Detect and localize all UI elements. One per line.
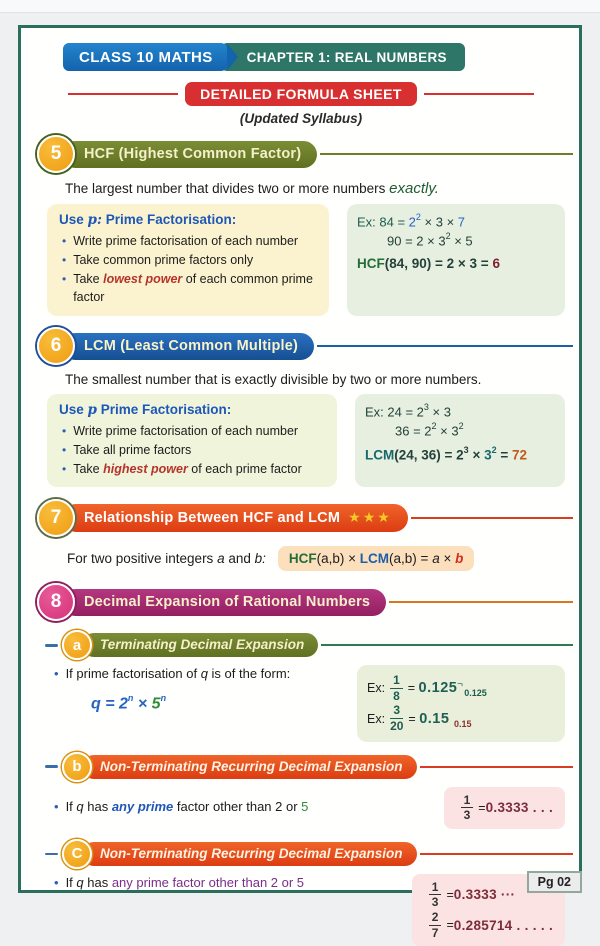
numerator: 1 bbox=[390, 674, 403, 689]
var-q: q bbox=[76, 799, 84, 815]
fraction-3-20 bbox=[390, 704, 403, 732]
decimal-value: 0.15 bbox=[419, 710, 450, 727]
section-7-lead bbox=[67, 546, 565, 571]
hcf-lcm-formula-box bbox=[278, 546, 474, 571]
hcf-method-heading bbox=[59, 212, 317, 228]
section-7-rule bbox=[411, 517, 573, 519]
bullet-text bbox=[66, 798, 309, 817]
section-8-title: Decimal Expansion of Rational Numbers bbox=[62, 589, 386, 616]
var-b: b: bbox=[254, 551, 266, 567]
decimal-value: 0.3333 . . . bbox=[485, 800, 553, 816]
section-5-rule bbox=[320, 153, 573, 155]
math-result: 6 bbox=[492, 255, 500, 271]
q-form-formula bbox=[91, 694, 347, 713]
bullet-dot-icon: • bbox=[54, 799, 59, 815]
decimal-subnote: 0.125 bbox=[464, 688, 487, 699]
subsection-b-text-col bbox=[51, 798, 434, 817]
math-part: × 3 × bbox=[420, 214, 458, 230]
equals-sign: = bbox=[407, 681, 416, 696]
chapter-badge-label: CHAPTER 1: REAL NUMBERS bbox=[246, 49, 447, 65]
class-badge-label: CLASS 10 MATHS bbox=[79, 48, 213, 66]
subsection-a-letter-badge: a bbox=[62, 630, 92, 660]
equals-sign: = bbox=[408, 711, 416, 726]
math-part: 5 bbox=[151, 695, 161, 713]
exponent: 2 bbox=[491, 444, 497, 455]
section-7-title bbox=[62, 504, 408, 532]
equals-sign: = bbox=[446, 887, 454, 902]
math-part: 3 bbox=[484, 447, 492, 463]
terminating-example-2 bbox=[367, 704, 555, 732]
bullet-part: If bbox=[65, 874, 77, 890]
math-part: LCM bbox=[365, 447, 395, 463]
subsection-b-content bbox=[51, 787, 565, 829]
exponent: 3 bbox=[463, 444, 469, 455]
math-part: × 5 bbox=[450, 233, 473, 249]
ex-label: Ex: bbox=[367, 711, 386, 726]
section-6-columns bbox=[47, 394, 565, 487]
division-hook-icon: ⌐ bbox=[457, 678, 464, 690]
subsection-c-text-col bbox=[51, 874, 402, 946]
lead-part: For two positive integers bbox=[67, 551, 218, 567]
section-6-number-badge: 6 bbox=[37, 327, 75, 365]
subsection-c-letter-badge: C bbox=[62, 839, 92, 869]
subtitle: (Updated Syllabus) bbox=[239, 111, 363, 126]
hcf-bullet-1 bbox=[59, 232, 317, 251]
subsection-b-dash bbox=[45, 765, 58, 768]
lcm-bullet-1 bbox=[59, 422, 325, 441]
desc-emphasis: exactly. bbox=[389, 180, 439, 197]
subsection-b-rule bbox=[420, 766, 573, 768]
bullet-dot-icon: • bbox=[62, 424, 67, 438]
lcm-example-box bbox=[355, 394, 565, 487]
math-part: (84, 90) = 2 × 3 = bbox=[384, 255, 493, 271]
section-6-rule bbox=[317, 345, 573, 347]
bullet-dot-icon: • bbox=[62, 234, 67, 248]
math-part: 36 = 2 bbox=[395, 423, 432, 439]
fraction-1-3 bbox=[461, 794, 474, 822]
subsection-c-rule bbox=[420, 853, 573, 855]
subsection-a-header bbox=[45, 630, 573, 660]
star-rating-icon: ★★★ bbox=[348, 509, 392, 526]
exponent: 2 bbox=[415, 212, 421, 222]
section-6-description: The smallest number that is exactly divisible by two or more numbers. bbox=[65, 372, 482, 387]
section-6-title: LCM (Least Common Multiple) bbox=[62, 333, 314, 360]
math-part: 7 bbox=[457, 214, 466, 230]
lcm-bullet-3 bbox=[59, 460, 325, 479]
bullet-emphasis: any prime factor other than 2 or 5 bbox=[111, 874, 305, 890]
bullet-dot-icon: • bbox=[62, 461, 67, 476]
denominator: 3 bbox=[463, 808, 471, 823]
subsection-b-letter-badge: b bbox=[62, 752, 92, 782]
desc-text: The largest number that divides two or more numbers bbox=[65, 181, 390, 196]
fraction-2-7 bbox=[429, 911, 442, 939]
bullet-part: 5 bbox=[301, 799, 309, 815]
decimal-value: 0.125 bbox=[418, 680, 458, 697]
bullet-part: If bbox=[65, 799, 77, 815]
math-result: 72 bbox=[512, 447, 528, 463]
exponent: n bbox=[160, 693, 167, 704]
section-5-header bbox=[37, 135, 573, 173]
math-part: = 2 bbox=[100, 695, 128, 713]
denominator: 20 bbox=[390, 719, 404, 734]
hcf-example-result bbox=[357, 256, 555, 271]
subsection-a-content bbox=[51, 665, 565, 741]
section-5-number-badge: 5 bbox=[37, 135, 75, 173]
terminating-example-box bbox=[357, 665, 565, 741]
bullet-part: If prime factorisation of bbox=[65, 666, 201, 682]
bullet-part: Take bbox=[73, 271, 104, 286]
sheet-title: DETAILED FORMULA SHEET bbox=[185, 82, 417, 106]
math-part: (a,b) = bbox=[389, 551, 433, 567]
hcf-example-line-1 bbox=[357, 213, 555, 229]
bullet-part: has bbox=[83, 874, 112, 890]
math-part: b bbox=[455, 551, 464, 567]
class-badge bbox=[63, 43, 227, 71]
recurring-example-1-3 bbox=[456, 794, 553, 822]
denominator: 3 bbox=[431, 895, 439, 910]
bullet-text: Write prime factorisation of each number bbox=[73, 424, 299, 438]
header bbox=[63, 43, 565, 71]
section-7-number-badge: 7 bbox=[37, 499, 75, 537]
bullet-part: of each common prime factor bbox=[73, 271, 313, 305]
terminating-example-1 bbox=[367, 674, 555, 702]
math-part: × bbox=[468, 447, 485, 463]
page-number-badge: Pg 02 bbox=[527, 871, 582, 893]
hcf-method-box bbox=[47, 204, 329, 316]
bullet-text bbox=[66, 874, 304, 893]
heading-part: Use bbox=[59, 212, 88, 227]
bullet-dot-icon: • bbox=[54, 666, 59, 682]
bullet-emphasis: lowest power bbox=[103, 271, 183, 286]
math-part: × bbox=[133, 695, 152, 713]
section-5-columns bbox=[47, 204, 565, 316]
numerator: 1 bbox=[461, 794, 474, 809]
math-part: 90 = 2 × 3 bbox=[387, 233, 446, 249]
exponent: 3 bbox=[423, 402, 429, 412]
bullet-text bbox=[73, 270, 317, 308]
lcm-method-box bbox=[47, 394, 337, 487]
subsection-a-text-col bbox=[51, 665, 347, 741]
section-7-header bbox=[37, 499, 573, 537]
numerator: 3 bbox=[390, 704, 403, 719]
denominator: 7 bbox=[431, 925, 439, 940]
fraction-1-8 bbox=[390, 674, 403, 702]
denominator: 8 bbox=[393, 688, 400, 703]
bullet-text: Take common prime factors only bbox=[73, 252, 254, 267]
non-terminating-bullet-b bbox=[51, 798, 434, 817]
decimal-value: 0.3333 ··· bbox=[453, 887, 516, 903]
math-part: = bbox=[496, 447, 512, 463]
math-part: HCF bbox=[357, 255, 385, 271]
lcm-example-line-2 bbox=[395, 422, 555, 438]
subsection-c-content bbox=[51, 874, 565, 946]
math-part: LCM bbox=[359, 551, 390, 567]
chapter-badge bbox=[221, 43, 465, 71]
bullet-dot-icon: • bbox=[62, 442, 67, 457]
subsection-c-dash bbox=[45, 853, 58, 856]
math-part: × 3 bbox=[428, 404, 451, 420]
bullet-text bbox=[66, 665, 291, 684]
lead-text bbox=[67, 551, 266, 566]
math-part: (a,b) × bbox=[316, 551, 360, 567]
hcf-example-line-2 bbox=[387, 232, 555, 248]
hcf-bullet-3 bbox=[59, 270, 317, 308]
math-part: × bbox=[439, 551, 456, 567]
bullet-part: Take bbox=[73, 461, 104, 476]
math-part: HCF bbox=[288, 551, 317, 567]
math-part: 2 bbox=[408, 214, 416, 230]
bullet-emphasis: any prime bbox=[111, 799, 174, 815]
bullet-part: of each prime factor bbox=[187, 461, 302, 476]
heading-p: p bbox=[87, 402, 97, 418]
hcf-bullet-2 bbox=[59, 251, 317, 270]
lead-part: and bbox=[224, 551, 255, 567]
heading-part: Prime Factorisation: bbox=[101, 212, 237, 227]
numerator: 1 bbox=[429, 881, 442, 896]
exponent: n bbox=[127, 693, 134, 704]
bullet-dot-icon: • bbox=[62, 252, 67, 267]
math-part: × 3 bbox=[436, 423, 459, 439]
heading-part: Prime Factorisation: bbox=[96, 402, 232, 417]
recurring-example-box-b bbox=[444, 787, 565, 829]
bullet-text: Write prime factorisation of each number bbox=[73, 234, 299, 248]
bullet-dot-icon: • bbox=[62, 271, 67, 286]
section-8-number-badge: 8 bbox=[37, 583, 75, 621]
subsection-b-header bbox=[45, 752, 573, 782]
bullet-emphasis: highest power bbox=[103, 461, 188, 476]
subsection-a-title: Terminating Decimal Expansion bbox=[82, 633, 318, 657]
bullet-text: Take all prime factors bbox=[73, 442, 192, 457]
recurring-example-2-7 bbox=[424, 911, 553, 939]
subsection-c-header bbox=[45, 839, 573, 869]
hcf-example-box bbox=[347, 204, 565, 316]
exponent: 2 bbox=[458, 421, 464, 432]
math-part: q bbox=[91, 695, 101, 713]
subsection-b-title: Non-Terminating Recurring Decimal Expansion bbox=[82, 755, 417, 779]
lcm-example-result bbox=[365, 446, 555, 463]
lcm-bullet-2 bbox=[59, 441, 325, 460]
bullet-text bbox=[73, 460, 302, 479]
equals-sign: = bbox=[478, 800, 486, 815]
var-a: a bbox=[217, 551, 225, 567]
title-rule-right bbox=[424, 93, 534, 95]
non-terminating-bullet-c bbox=[51, 874, 402, 893]
numerator: 2 bbox=[429, 911, 442, 926]
decimal-subnote: 0.15 bbox=[453, 718, 472, 729]
math-part: a bbox=[432, 551, 440, 567]
sheet-title-row bbox=[37, 82, 565, 106]
exponent: 2 bbox=[431, 421, 437, 432]
fraction-1-3 bbox=[429, 881, 442, 909]
bullet-part: factor other than 2 or bbox=[173, 799, 302, 815]
var-q: q bbox=[200, 666, 208, 682]
equals-sign: = bbox=[446, 918, 454, 933]
section-8-rule bbox=[389, 601, 573, 603]
var-q: q bbox=[76, 874, 84, 890]
subsection-a-dash bbox=[45, 644, 58, 647]
lcm-example-line-1 bbox=[365, 403, 555, 419]
ex-label: Ex: bbox=[367, 681, 386, 696]
section-5-title: HCF (Highest Common Factor) bbox=[62, 141, 317, 168]
section-8-header bbox=[37, 583, 573, 621]
bullet-part: has bbox=[83, 799, 112, 815]
terminating-bullet bbox=[51, 665, 347, 684]
math-part: (24, 36) = 2 bbox=[394, 447, 464, 463]
decimal-value: 0.285714 . . . . . bbox=[453, 917, 553, 933]
section-5-description bbox=[65, 180, 565, 197]
section-7-title-text: Relationship Between HCF and LCM bbox=[84, 510, 341, 527]
math-part: Ex: 24 = 2 bbox=[365, 404, 424, 420]
math-part: Ex: 84 = bbox=[357, 214, 409, 230]
top-strip bbox=[0, 0, 600, 13]
subsection-a-rule bbox=[321, 644, 573, 646]
lcm-method-heading bbox=[59, 402, 325, 418]
section-6-header bbox=[37, 327, 573, 365]
bullet-dot-icon: • bbox=[54, 874, 59, 890]
title-rule-left bbox=[68, 93, 178, 95]
exponent: 2 bbox=[445, 231, 451, 242]
subsection-c-title: Non-Terminating Recurring Decimal Expansion bbox=[82, 842, 417, 866]
formula-sheet-page bbox=[18, 25, 582, 940]
heading-part: Use bbox=[59, 402, 88, 417]
bullet-part: is of the form: bbox=[207, 666, 291, 682]
heading-p: p: bbox=[87, 212, 102, 228]
